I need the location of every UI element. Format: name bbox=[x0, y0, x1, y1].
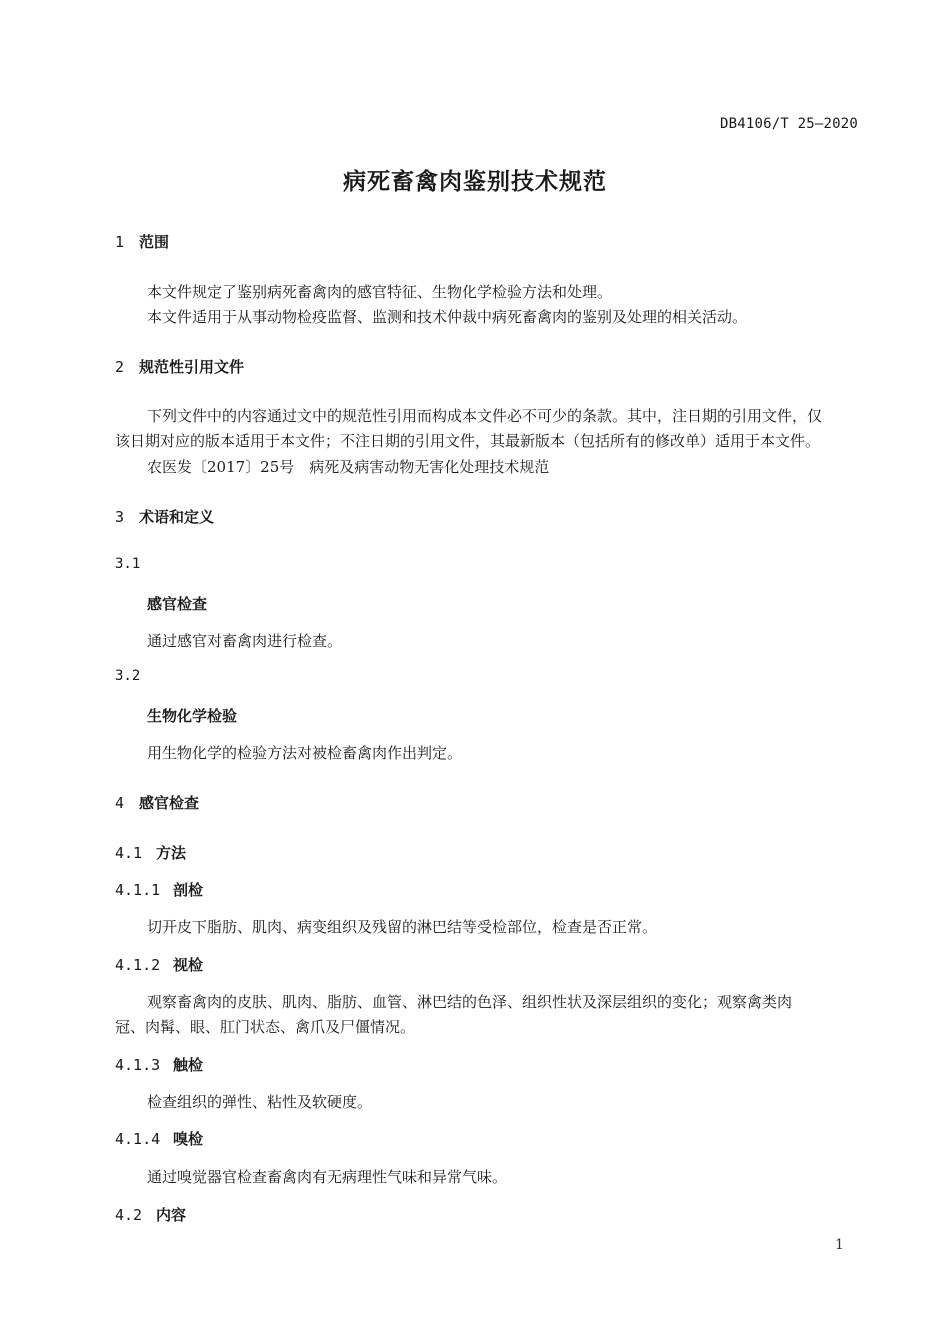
subsection-number: 4.1 bbox=[115, 844, 143, 862]
clause-title: 剖检 bbox=[173, 881, 204, 899]
section-number: 1 bbox=[115, 233, 125, 251]
page-number: 1 bbox=[835, 1237, 844, 1253]
section-1-paragraph-1: 本文件规定了鉴别病死畜禽肉的感官特征、生物化学检验方法和处理。 bbox=[147, 283, 613, 301]
clause-title: 视检 bbox=[173, 956, 204, 974]
term-number: 3.2 bbox=[115, 668, 141, 684]
clause-4-1-4-heading bbox=[115, 1128, 203, 1149]
term-name: 感官检查 bbox=[147, 595, 208, 613]
clause-text-line-2: 冠、肉髯、眼、肛门状态、禽爪及尸僵情况。 bbox=[115, 1018, 416, 1036]
clause-text-line-1: 观察畜禽肉的皮肤、肌肉、脂肪、血管、淋巴结的色泽、组织性状及深层组织的变化；观察禽类肉 bbox=[147, 993, 793, 1011]
clause-number: 4.1.4 bbox=[115, 1130, 161, 1148]
subsection-number: 4.2 bbox=[115, 1206, 143, 1224]
document-title: 病死畜禽肉鉴别技术规范 bbox=[343, 169, 607, 195]
clause-number: 4.1.1 bbox=[115, 881, 161, 899]
section-number: 4 bbox=[115, 794, 125, 812]
subsection-4-1-heading bbox=[115, 842, 186, 863]
section-title: 范围 bbox=[139, 233, 170, 251]
clause-title: 嗅检 bbox=[173, 1130, 204, 1148]
section-title: 术语和定义 bbox=[139, 508, 215, 526]
section-4-heading bbox=[115, 792, 199, 813]
clause-number: 4.1.2 bbox=[115, 956, 161, 974]
section-3-heading bbox=[115, 506, 214, 527]
section-2-heading bbox=[115, 356, 244, 377]
section-1-heading bbox=[115, 231, 169, 252]
section-number: 2 bbox=[115, 358, 125, 376]
section-title: 感官检查 bbox=[139, 794, 200, 812]
section-1-paragraph-2: 本文件适用于从事动物检疫监督、监测和技术仲裁中病死畜禽肉的鉴别及处理的相关活动。 bbox=[147, 308, 748, 326]
clause-4-1-3-heading bbox=[115, 1054, 203, 1075]
normative-reference: 农医发〔2017〕25号 病死及病害动物无害化处理技术规范 bbox=[147, 458, 550, 476]
term-definition: 通过感官对畜禽肉进行检查。 bbox=[147, 632, 343, 650]
term-number: 3.1 bbox=[115, 556, 141, 572]
term-definition: 用生物化学的检验方法对被检畜禽肉作出判定。 bbox=[147, 744, 463, 762]
clause-number: 4.1.3 bbox=[115, 1056, 161, 1074]
clause-title: 触检 bbox=[173, 1056, 204, 1074]
section-number: 3 bbox=[115, 508, 125, 526]
clause-4-1-1-heading bbox=[115, 879, 203, 900]
section-2-paragraph-line-1: 下列文件中的内容通过文中的规范性引用而构成本文件必不可少的条款。其中，注日期的引用文件，仅 bbox=[147, 407, 823, 425]
subsection-4-2-heading bbox=[115, 1204, 186, 1225]
clause-text: 切开皮下脂肪、肌肉、病变组织及残留的淋巴结等受检部位，检查是否正常。 bbox=[147, 918, 658, 936]
subsection-title: 方法 bbox=[156, 844, 187, 862]
clause-4-1-2-heading bbox=[115, 954, 203, 975]
clause-text: 检查组织的弹性、粘性及软硬度。 bbox=[147, 1093, 373, 1111]
clause-text: 通过嗅觉器官检查畜禽肉有无病理性气味和异常气味。 bbox=[147, 1168, 508, 1186]
term-name: 生物化学检验 bbox=[147, 707, 238, 725]
section-title: 规范性引用文件 bbox=[139, 358, 245, 376]
standard-code: DB4106/T 25—2020 bbox=[719, 116, 858, 132]
section-2-paragraph-line-2: 该日期对应的版本适用于本文件；不注日期的引用文件，其最新版本（包括所有的修改单）适用于本文件。 bbox=[115, 432, 821, 450]
subsection-title: 内容 bbox=[156, 1206, 187, 1224]
